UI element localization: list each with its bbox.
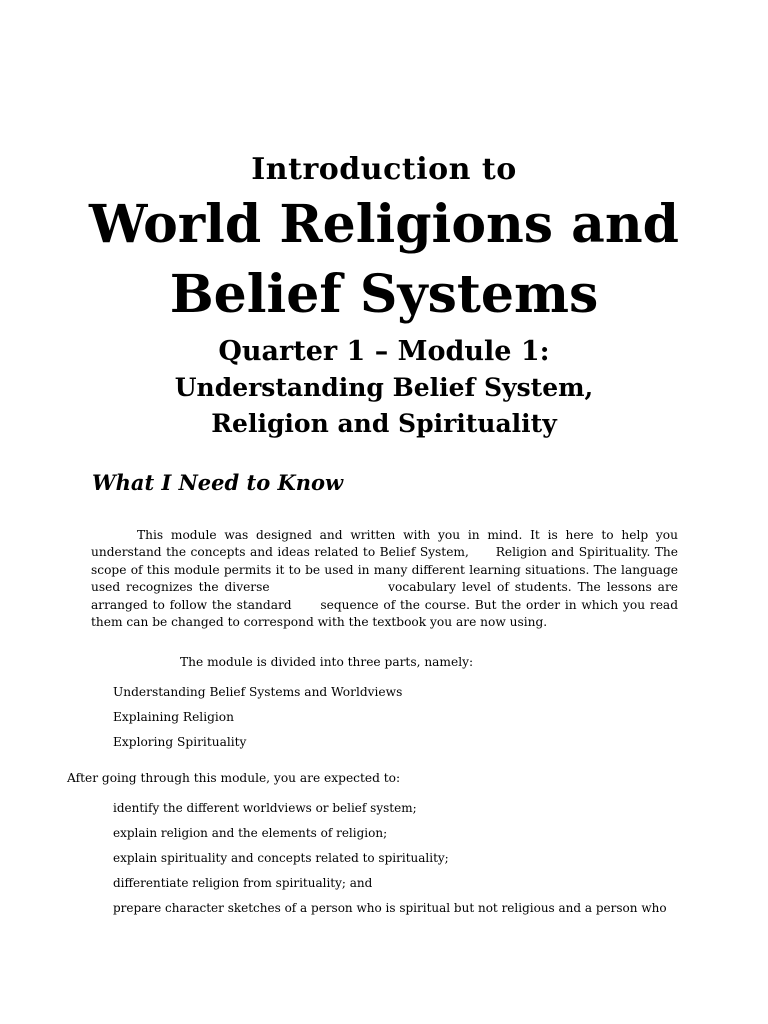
list-item: differentiate religion from spirituality; and [113, 876, 373, 890]
list-item: explain spirituality and concepts related to spirituality; [113, 851, 449, 865]
objectives-list [113, 796, 693, 921]
main-title-line-1: World Religions and [88, 194, 680, 255]
list-item: explain religion and the elements of religion; [113, 826, 388, 840]
section-heading: What I Need to Know [92, 470, 344, 495]
main-title-line-2: Belief Systems [169, 264, 599, 325]
module-parts-list [113, 680, 402, 755]
list-item: Explaining Religion [113, 710, 234, 724]
list-item: Understanding Belief Systems and Worldviews [113, 685, 403, 699]
intro-heading: Introduction to [251, 152, 517, 187]
parts-intro-text: The module is divided into three parts, namely: [180, 655, 474, 669]
list-item: prepare character sketches of a person who is spiritual but not religious and a person who [113, 901, 667, 915]
cover-title-block [0, 150, 768, 442]
expectations-intro-text: After going through this module, you are expected to: [67, 771, 401, 785]
intro-paragraph: This module was designed and written with you in mind. It is here to help you understand the concepts and ideas related to Belief System, Religion and Spirituality. The scope of this module permits it to be used in many different learning situations. The language used recognizes the diverse vocabulary level of students. The lessons are arranged to follow the standard sequence of the course. But the order in which you read them can be changed to correspond with the textbook you are now using. [91, 528, 682, 630]
module-subtitle-line-1: Understanding Belief System, [174, 373, 594, 402]
list-item: identify the different worldviews or belief system; [113, 801, 417, 815]
list-item: Exploring Spirituality [113, 735, 247, 749]
quarter-module-heading: Quarter 1 – Module 1: [218, 336, 550, 367]
module-subtitle-line-2: Religion and Spirituality [211, 409, 557, 438]
